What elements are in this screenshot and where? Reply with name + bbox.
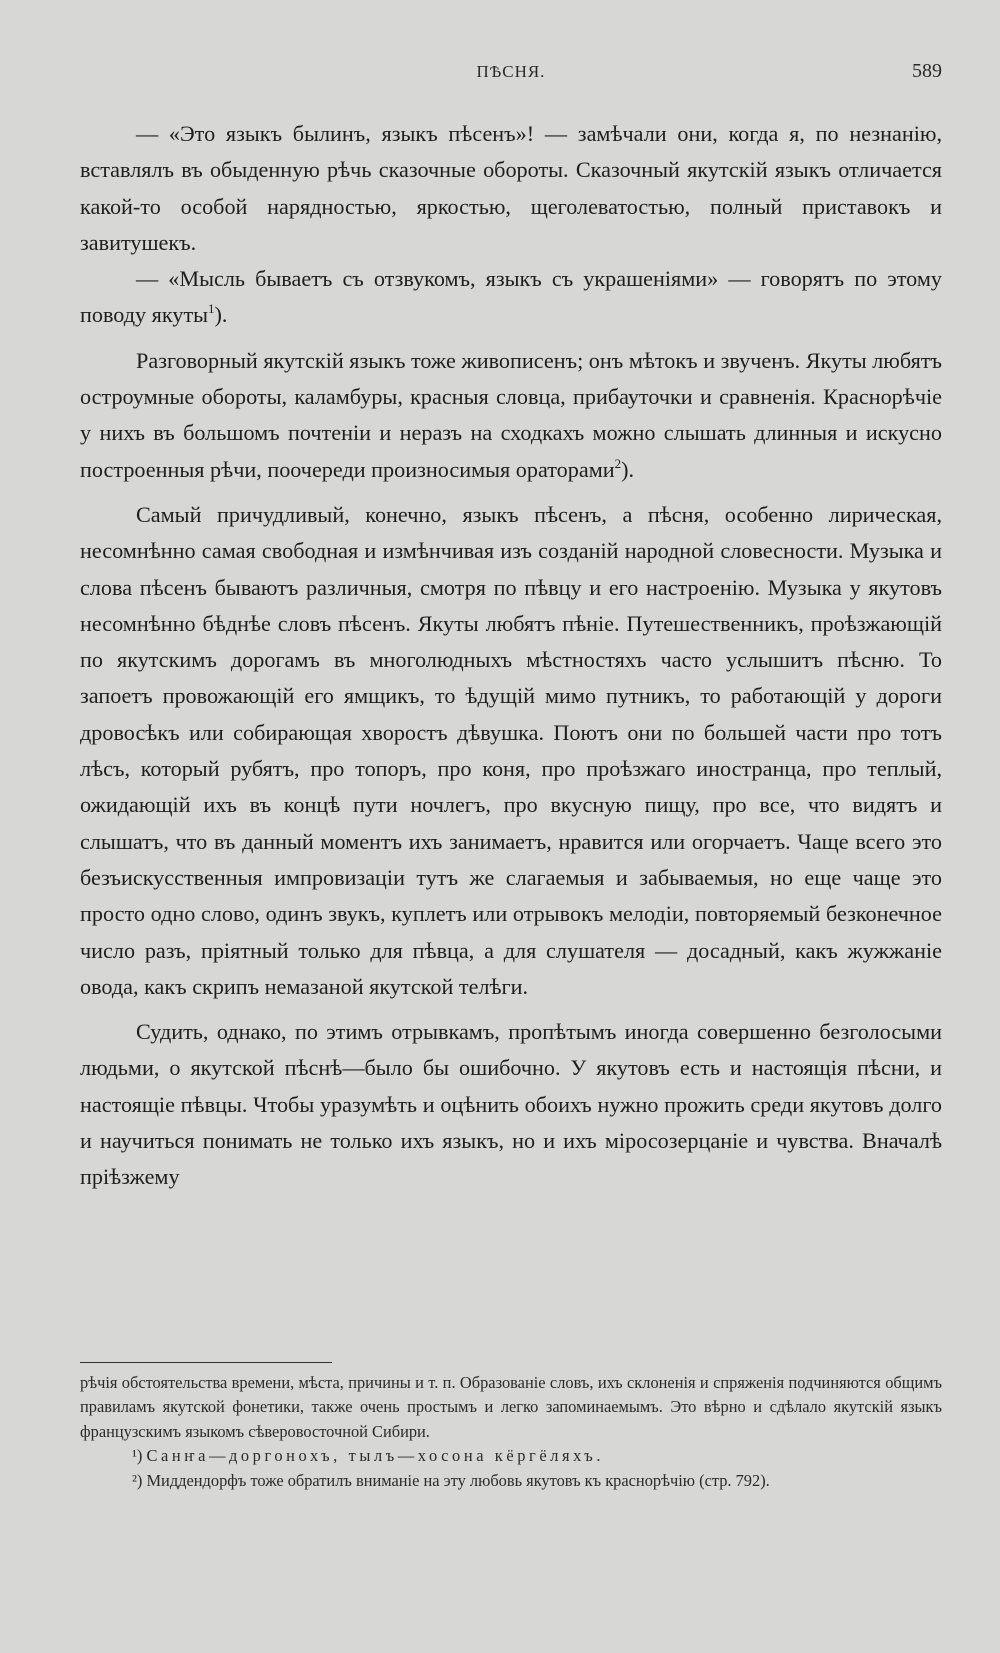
page-number: 589	[912, 60, 942, 82]
footnote-2	[80, 1469, 942, 1493]
footnote-2-marker: ²)	[132, 1470, 143, 1490]
paragraph-2-end: ).	[214, 302, 228, 328]
paragraph-5	[80, 1014, 942, 1195]
footnote-ref-1: 1	[208, 301, 215, 317]
running-head	[80, 62, 942, 88]
paragraph-4-text: Самый причудливый, конечно, языкъ пѣсенъ, а пѣсня, особенно лирическая, несомнѣнно самая свободная и измѣнчивая изъ созданій народной словесности. Музыка и слова пѣсенъ бываютъ различныя, смотря по пѣвцу и его настроенію. Музыка у якутовъ несомнѣнно бѣднѣе словъ пѣсенъ. Якуты любятъ пѣніе. Путешественникъ, проѣзжающій по якутскимъ дорогамъ въ многолюдныхъ мѣстностяхъ часто услышитъ пѣсню. То запоетъ провожающій его ямщикъ, то ѣдущій мимо путникъ, то работающій у дороги дровосѣкъ или собирающая хворостъ дѣвушка. Поютъ они по большей части про тотъ лѣсъ, который рубятъ, про топоръ, про коня, про проѣзжаго иностранца, про теплый, ожидающій ихъ въ концѣ пути ночлегъ, про вкусную пищу, про все, что видятъ и слышатъ, что въ данный моментъ ихъ занимаетъ, нравится или огорчаетъ. Чаще всего это безъискусственныя импровизаціи тутъ же слагаемыя и забываемыя, но еще чаще это просто одно слово, одинъ звукъ, куплетъ или отрывокъ мелодіи, повторяемый безконечное число разъ, пріятный только для пѣвца, а для слушателя — досадный, какъ жужжаніе овода, какъ скрипъ немазаной якутской телѣги.	[80, 501, 942, 999]
running-title: ПѢСНЯ.	[476, 62, 546, 81]
paragraph-1	[80, 116, 942, 261]
body-text	[80, 116, 942, 1196]
footnote-1	[80, 1444, 942, 1468]
footnote-rule	[80, 1362, 332, 1363]
footnotes	[80, 1371, 942, 1493]
footnote-1-marker: ¹)	[132, 1446, 143, 1466]
paragraph-2	[80, 261, 942, 334]
paragraph-3-text: Разговорный якутскій языкъ тоже живописенъ; онъ мѣтокъ и звученъ. Якуты любятъ остроумные обороты, каламбуры, красныя словца, прибауточки и сравненія. Краснорѣчіе у нихъ въ большомъ почтеніи и неразъ на сходкахъ можно слышать длинныя и искусно построенныя рѣчи, поочереди произносимыя ораторами	[80, 347, 942, 482]
footnote-2-text: Миддендорфъ тоже обратилъ вниманіе на эту любовь якутовъ къ краснорѣчію (стр. 792).	[146, 1470, 770, 1490]
paragraph-4	[80, 497, 942, 1005]
paragraph-2-text: — «Мысль бываетъ съ отзвукомъ, языкъ съ украшеніями» — говорятъ по этому поводу якуты	[80, 266, 942, 328]
footnote-continuation: рѣчія обстоятельства времени, мѣста, причины и т. п. Образованіе словъ, ихъ склоненія и спряженія подчиняются общимъ правиламъ якутской фонетики, также очень простымъ и легко запоминаемымъ. Это вѣрно и сдѣлало якутскій языкъ французскимъ языкомъ сѣверовосточной Сибири.	[80, 1373, 942, 1441]
paragraph-5-text: Судить, однако, по этимъ отрывкамъ, пропѣтымъ иногда совершенно безголосыми людьми, о якутской пѣснѣ—было бы ошибочно. У якутовъ есть и настоящія пѣсни, и настоящіе пѣвцы. Чтобы уразумѣть и оцѣнить обоихъ нужно прожить среди якутовъ долго и научиться понимать не только ихъ языкъ, но и ихъ міросозерцаніе и чувства. Вначалѣ пріѣзжему	[80, 1019, 942, 1190]
paragraph-1-text: — «Это языкъ былинъ, языкъ пѣсенъ»! — замѣчали они, когда я, по незнанію, вставлялъ въ обыденную рѣчь сказочные обороты. Сказочный якутскій языкъ отличается какой-то особой нарядностью, яркостью, щеголеватостью, полный приставокъ и завитушекъ.	[80, 121, 942, 255]
paragraph-3-end: ).	[621, 456, 635, 482]
footnote-ref-2: 2	[614, 455, 622, 471]
paragraph-3	[80, 343, 942, 488]
footnote-1-text: Санҥа—доргонохъ, тылъ—хосона кёргёляхъ.	[146, 1446, 605, 1466]
